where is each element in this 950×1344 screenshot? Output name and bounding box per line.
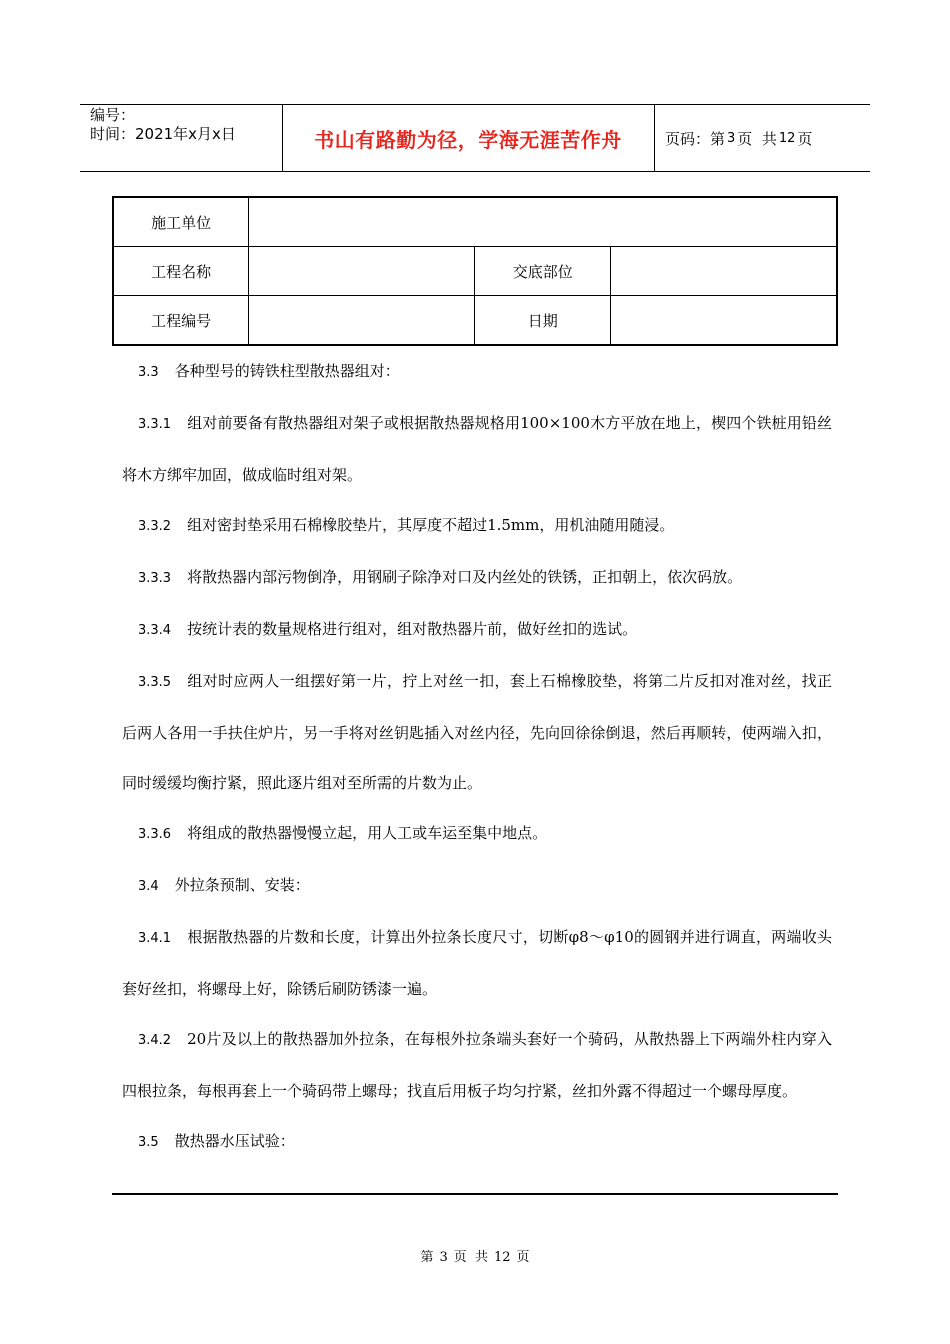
date-value <box>611 296 837 346</box>
paragraph: 3.3.5 组对时应两人一组摆好第一片，拧上对丝一扣，套上石棉橡胶垫，将第二片反扣对准对丝，找正后两人各用一手扶住炉片，另一手将对丝钥匙插入对丝内径，先向回徐徐倒退，然后再顺转，使两端入扣，同时缓缓均衡拧紧，照此逐片组对至所需的片数为止。 <box>122 672 832 792</box>
unit-label: 施工单位 <box>113 197 249 247</box>
table-row <box>113 247 837 296</box>
header-divider <box>654 104 655 172</box>
code-label: 编号： <box>90 106 136 124</box>
unit-value <box>249 197 837 247</box>
header-page-number: 页码：第 3 页 共 12 页 <box>665 129 813 148</box>
paragraph: 3.3.2 组对密封垫采用石棉橡胶垫片，其厚度不超过1.5mm，用机油随用随浸。 <box>138 516 675 534</box>
date-label: 时间：2021年x月x日 <box>90 125 236 143</box>
paragraph: 3.4.2 20片及以上的散热器加外拉条，在每根外拉条端头套好一个骑码，从散热器上下两端外柱内穿入四根拉条，每根再套上一个骑码带上螺母；找直后用板子均匀拧紧，丝扣外露不得超过一个螺母厚度。 <box>122 1030 832 1100</box>
handover-part-label: 交底部位 <box>475 247 611 296</box>
project-name-label: 工程名称 <box>113 247 249 296</box>
header-motto: 书山有路勤为径，学海无涯苦作舟 <box>314 127 622 152</box>
footer-rule <box>112 1193 838 1195</box>
paragraph: 3.3 各种型号的铸铁柱型散热器组对： <box>138 362 400 380</box>
paragraph: 3.3.3 将散热器内部污物倒净，用钢刷子除净对口及内丝处的铁锈，正扣朝上，依次码放。 <box>138 568 743 586</box>
paragraph: 3.3.4 按统计表的数量规格进行组对，组对散热器片前，做好丝扣的选试。 <box>138 620 638 638</box>
date-label: 日期 <box>475 296 611 346</box>
paragraph: 3.5 散热器水压试验： <box>138 1132 295 1150</box>
project-number-label: 工程编号 <box>113 296 249 346</box>
project-info-table <box>112 196 838 346</box>
document-body <box>122 346 832 1168</box>
paragraph: 3.4.1 根据散热器的片数和长度，计算出外拉条长度尺寸，切断φ8～φ10的圆钢并进行调直，两端收头套好丝扣，将螺母上好，除锈后刷防锈漆一遍。 <box>122 928 832 998</box>
table-row <box>113 197 837 247</box>
header-meta <box>90 106 236 144</box>
project-number-value <box>249 296 475 346</box>
page-header <box>80 104 870 172</box>
paragraph: 3.3.1 组对前要备有散热器组对架子或根据散热器规格用100×100木方平放在地上，楔四个铁桩用铅丝将木方绑牢加固，做成临时组对架。 <box>122 414 832 484</box>
handover-part-value <box>611 247 837 296</box>
project-name-value <box>249 247 475 296</box>
paragraph: 3.4 外拉条预制、安装： <box>138 876 310 894</box>
page-footer: 第 3 页 共 12 页 <box>420 1250 530 1265</box>
paragraph: 3.3.6 将组成的散热器慢慢立起，用人工或车运至集中地点。 <box>138 824 548 842</box>
table-row <box>113 296 837 346</box>
